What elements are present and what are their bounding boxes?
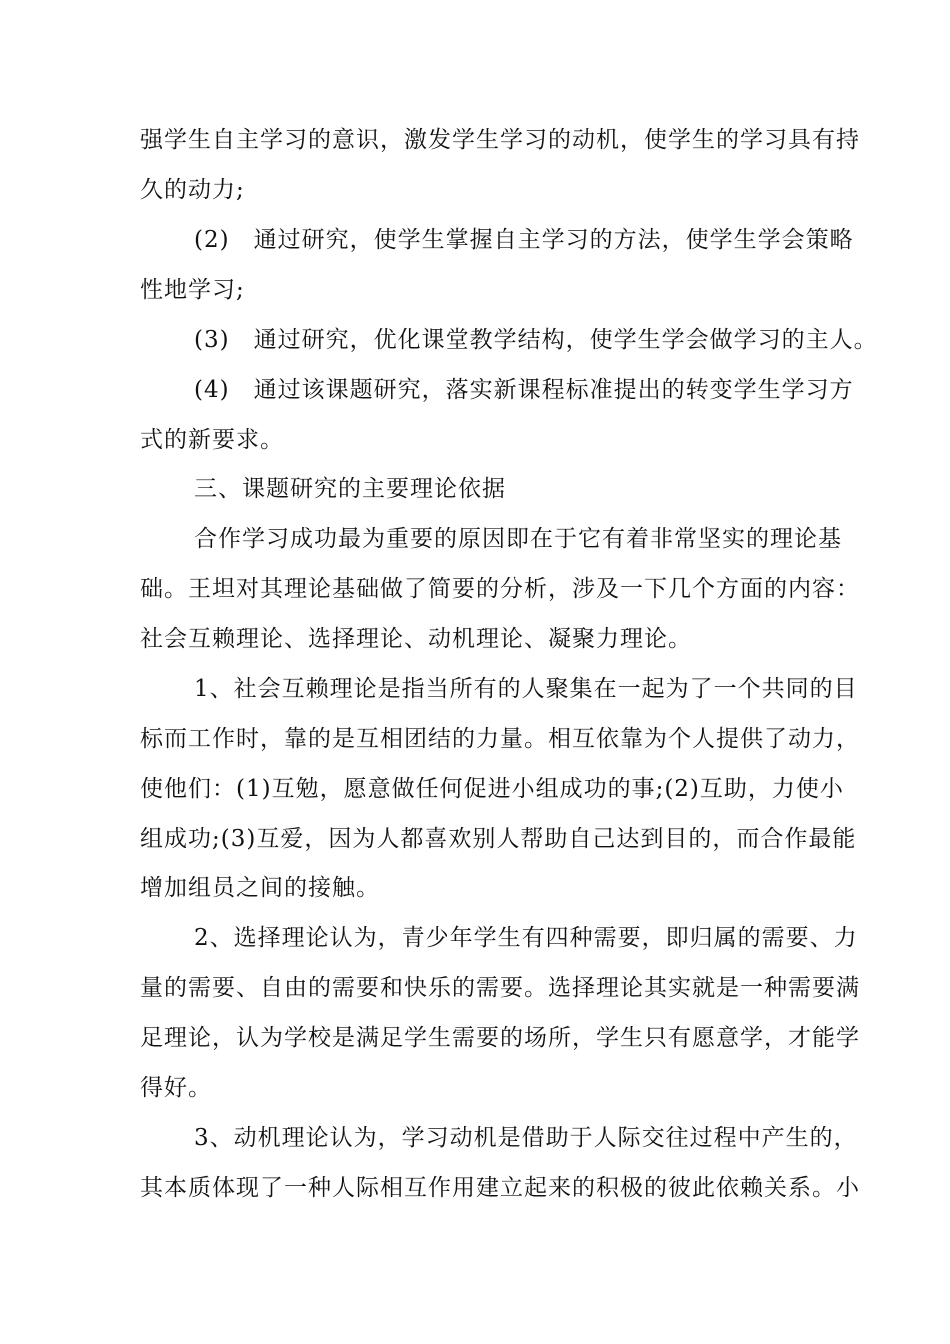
text-line: 其本质体现了一种人际相互作用建立起来的积极的彼此依赖关系。小 <box>140 1175 860 1201</box>
text-line: 标而工作时，靠的是互相团结的力量。相互依靠为个人提供了动力， <box>140 726 860 752</box>
text-line: 足理论，认为学校是满足学生需要的场所，学生只有愿意学，才能学 <box>140 1025 860 1051</box>
text-line: 使他们：(1)互勉，愿意做任何促进小组成功的事;(2)互助，力使小 <box>140 776 844 802</box>
text-line: 组成功;(3)互爱，因为人都喜欢别人帮助自己达到目的，而合作最能 <box>140 826 857 852</box>
text-line: 久的动力; <box>140 177 245 203</box>
text-line: 2、选择理论认为，青少年学生有四种需要，即归属的需要、力 <box>194 925 858 951</box>
text-line: 础。王坦对其理论基础做了简要的分析，涉及一下几个方面的内容： <box>140 576 860 602</box>
text-line: 量的需要、自由的需要和快乐的需要。选择理论其实就是一种需要满 <box>140 975 860 1001</box>
text-line: (2) 通过研究，使学生掌握自主学习的方法，使学生学会策略 <box>194 227 854 253</box>
text-line: 合作学习成功最为重要的原因即在于它有着非常坚实的理论基 <box>194 526 842 552</box>
text-line: (4) 通过该课题研究，落实新课程标准提出的转变学生学习方 <box>194 377 854 403</box>
text-line: 性地学习; <box>140 277 245 303</box>
text-line: 3、动机理论认为，学习动机是借助于人际交往过程中产生的， <box>194 1125 858 1151</box>
text-line: (3) 通过研究，优化课堂教学结构，使学生学会做学习的主人。 <box>194 327 878 353</box>
text-line: 增加组员之间的接触。 <box>140 875 380 901</box>
text-line: 强学生自主学习的意识，激发学生学习的动机，使学生的学习具有持 <box>140 127 860 153</box>
text-line: 1、社会互赖理论是指当所有的人聚集在一起为了一个共同的目 <box>194 676 858 702</box>
text-line: 式的新要求。 <box>140 427 284 453</box>
section-heading: 三、课题研究的主要理论依据 <box>194 476 506 502</box>
text-line: 社会互赖理论、选择理论、动机理论、凝聚力理论。 <box>140 626 692 652</box>
text-line: 得好。 <box>140 1075 212 1101</box>
